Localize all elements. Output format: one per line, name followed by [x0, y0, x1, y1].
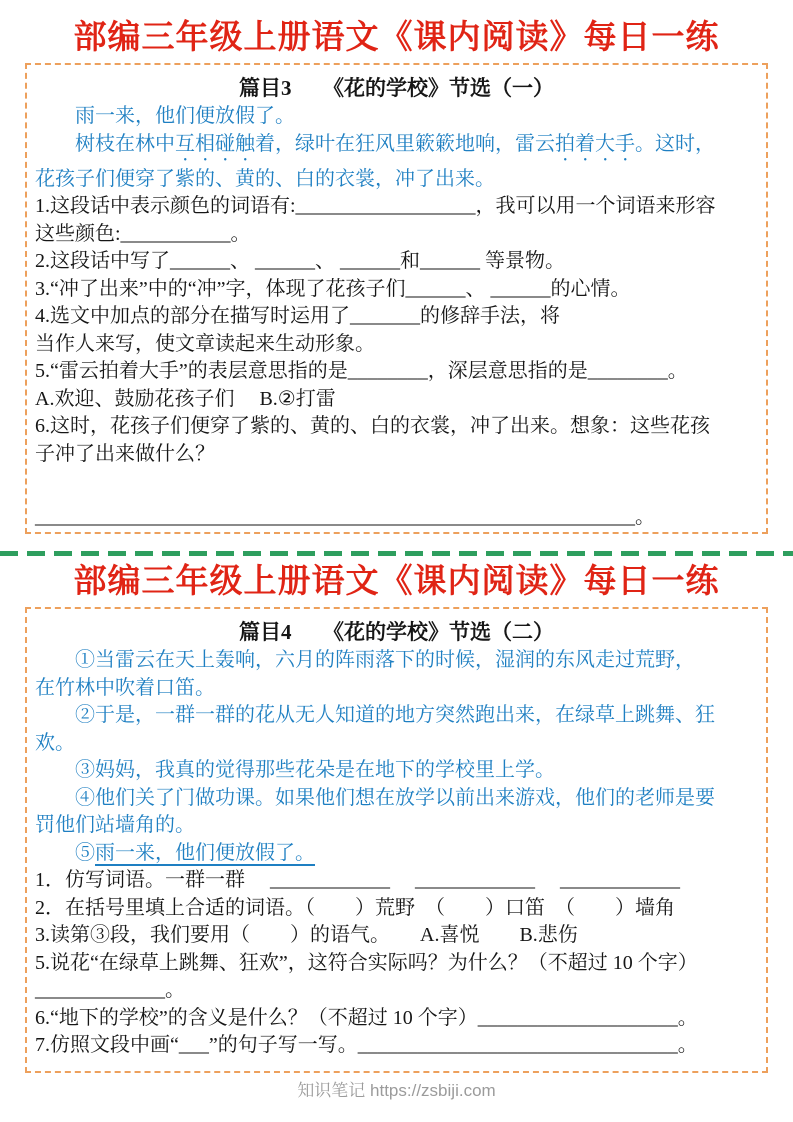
- text-segment: 花孩子们便穿了紫的、黄的、白的衣裳，冲了出来。: [35, 167, 495, 190]
- text-line: [35, 468, 758, 504]
- text-segment: 雨一来，他们便放假了。: [75, 105, 295, 127]
- exercise-box-1: [25, 63, 768, 534]
- text-segment: 1.这段话中表示颜色的词语有:__________________，我可以用一个词语来形容: [35, 195, 716, 217]
- text-line: [35, 166, 758, 194]
- text-line: [35, 504, 758, 532]
- section-divider: [0, 551, 793, 556]
- text-segment: ③妈妈，我真的觉得那些花朵是在地下的学校里上学。: [75, 759, 555, 781]
- text-line: [35, 895, 758, 923]
- text-line: [35, 675, 758, 703]
- text-segment: 欢。: [35, 731, 75, 754]
- text-line: [35, 840, 758, 868]
- text-line: [35, 193, 758, 221]
- text-line: [35, 812, 758, 840]
- text-segment: 4.选文中加点的部分在描写时运用了_______的修辞手法，将: [35, 305, 560, 327]
- text-segment: 6.“地下的学校”的含义是什么？（不超过 10 个字）____________________。: [35, 1006, 698, 1029]
- text-segment: 5.说花“在绿草上跳舞、狂欢”，这符合实际吗？为什么？（不超过 10 个字）: [35, 951, 698, 974]
- text-line: [35, 331, 758, 359]
- text-segment: 子冲了出来做什么？: [35, 442, 215, 465]
- text-line: [35, 386, 758, 414]
- text-line: [35, 757, 758, 785]
- text-segment: 1．仿写词语。一群一群 ____________ ____________ ____________: [35, 869, 680, 891]
- text-segment: 5.“雷云拍着大手”的表层意思指的是________，深层意思指的是________。: [35, 360, 688, 382]
- text-line: [35, 221, 758, 249]
- text-segment: ①当雷云在天上轰响，六月的阵雨落下的时候，湿润的东风走过荒野，: [75, 649, 695, 671]
- text-line: [35, 867, 758, 895]
- text-segment: 这些颜色:___________。: [35, 222, 251, 245]
- text-line: [35, 730, 758, 758]
- text-line: [35, 248, 758, 276]
- text-segment: 。这时，: [635, 132, 715, 155]
- text-segment: _____________。: [35, 979, 185, 1001]
- emphasized-dotted-text: 互相碰触: [175, 132, 255, 155]
- text-segment: 着，绿叶在狂风里簌簌地响，雷云: [255, 132, 555, 155]
- banner-title-2: 部编三年级上册语文《课内阅读》每日一练: [73, 564, 720, 600]
- text-segment: 2．在括号里填上合适的词语。（ ）荒野 （ ）口笛 （ ）墙角: [35, 896, 675, 919]
- text-segment: ④他们关了门做功课。如果他们想在放学以前出来游戏，他们的老师是要: [75, 786, 715, 809]
- emphasized-dotted-text: 拍着大手: [555, 132, 635, 155]
- passage-heading-1: 篇目3 《花的学校》节选（一）: [239, 76, 554, 100]
- text-segment: A.欢迎、鼓励花孩子们 B.②打雷: [35, 387, 336, 410]
- text-segment: 2.这段话中写了______、 ______、 ______和______ 等景物。: [35, 250, 565, 272]
- text-segment: ②于是，一群一群的花从无人知道的地方突然跑出来，在绿草上跳舞、狂: [75, 704, 715, 726]
- text-line: [35, 922, 758, 950]
- text-line: [35, 413, 758, 441]
- underlined-text: 雨一来，他们便放假了。: [95, 841, 315, 864]
- text-segment: 3.读第③段，我们要用（ ）的语气。 A.喜悦 B.悲伤: [35, 924, 578, 946]
- text-line: [35, 1032, 758, 1060]
- text-line: [35, 358, 758, 386]
- text-segment: 6.这时，花孩子们便穿了紫的、黄的、白的衣裳，冲了出来。想象：这些花孩: [35, 415, 710, 437]
- text-line: [35, 441, 758, 469]
- text-line: [35, 103, 758, 131]
- passage-and-questions-2: [35, 647, 758, 1060]
- text-line: [35, 1005, 758, 1033]
- text-line: [35, 785, 758, 813]
- text-line: [35, 303, 758, 331]
- text-segment: ____________________________________________________________。: [35, 506, 655, 528]
- passage-and-questions-1: [35, 103, 758, 532]
- exercise-box-2: [25, 607, 768, 1073]
- text-line: [35, 702, 758, 730]
- text-segment: 7.仿照文段中画“___”的句子写一写。________________________________。: [35, 1034, 698, 1056]
- text-line: [35, 276, 758, 304]
- text-segment: 当作人来写，使文章读起来生动形象。: [35, 332, 375, 355]
- footer-credit: 知识笔记 https://zsbiji.com: [297, 1081, 496, 1100]
- text-segment: 3.“冲了出来”中的“冲”字，体现了花孩子们______、 ______的心情。: [35, 277, 631, 300]
- passage-heading-2: 篇目4 《花的学校》节选（二）: [239, 620, 554, 644]
- text-line: [35, 950, 758, 978]
- text-segment: 在竹林中吹着口笛。: [35, 676, 215, 699]
- text-line: [35, 977, 758, 1005]
- text-line: [35, 647, 758, 675]
- text-segment: ⑤: [75, 841, 95, 864]
- text-line: [35, 131, 758, 166]
- banner-title-1: 部编三年级上册语文《课内阅读》每日一练: [73, 20, 720, 56]
- text-segment: 树枝在林中: [75, 132, 175, 155]
- text-segment: 罚他们站墙角的。: [35, 814, 195, 836]
